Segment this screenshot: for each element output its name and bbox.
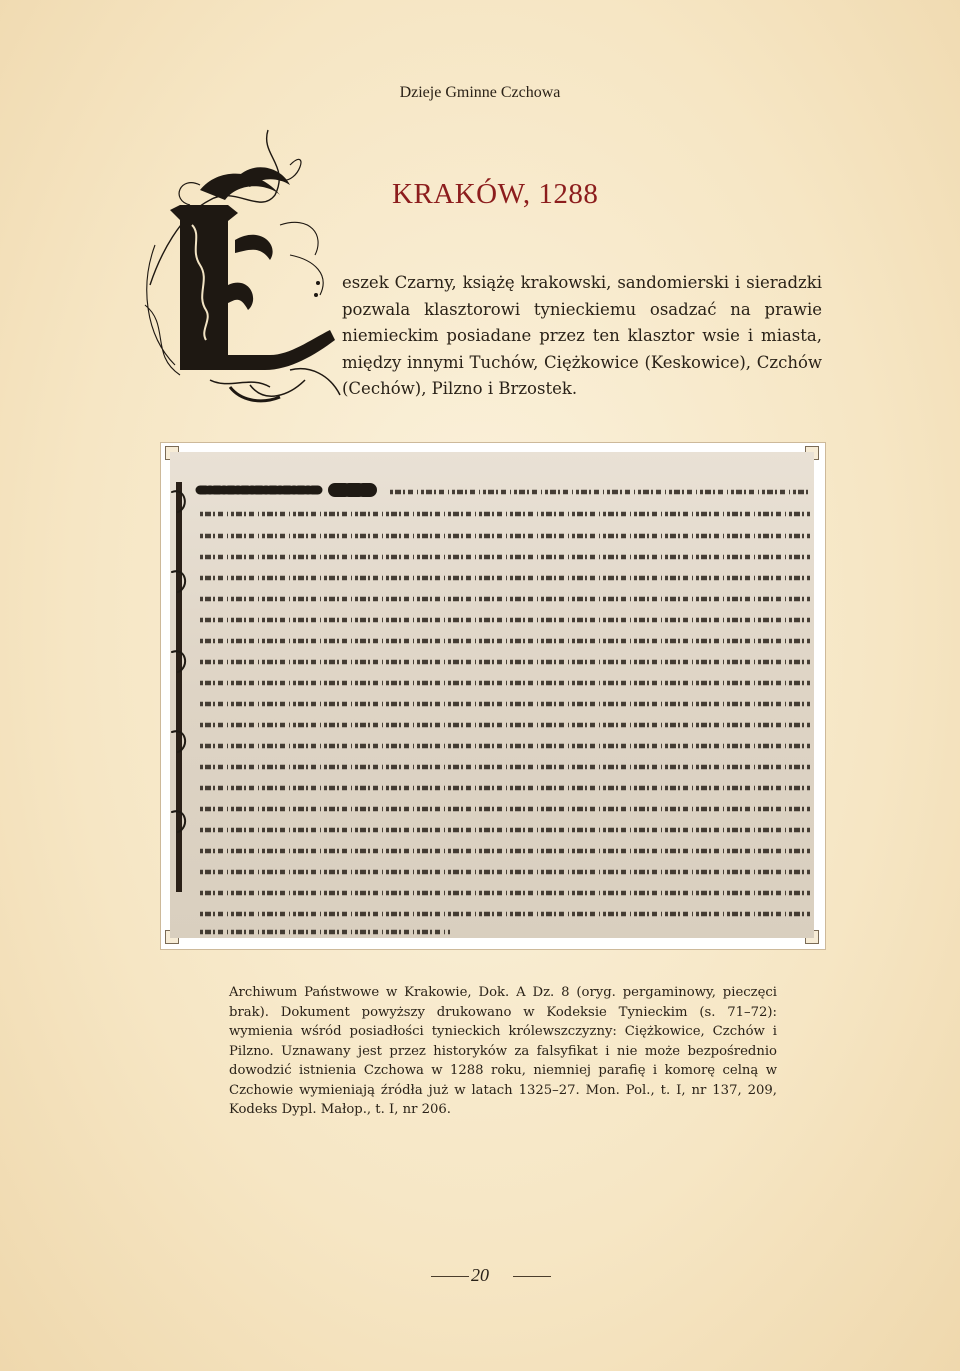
decorated-initial-l — [140, 125, 345, 410]
folio-rule-right — [513, 1276, 551, 1277]
page-title: KRAKÓW, 1288 — [392, 178, 599, 210]
image-caption: Archiwum Państwowe w Krakowie, Dok. A Dz. 8 (oryg. pergaminowy, pieczęci brak). Dokument powyższy drukowano w Kodeksie Tynieckim (s. 71–72): wymienia wśród posiadłości tynieckich królewszczyzny: Ciężkowice, Czchów i Pilzno. Uznawany jest przez historyków za falsyfikat i nie może bezpośrednio dowodzić istnienia Czchowa w 1288 roku, niemniej parafię i komorę celną w Czchowie wymieniają źródła już w latach 1325–27. Mon. Pol., t. I, nr 137, 209, Kodeks Dypl. Małop., t. I, nr 206. — [229, 985, 777, 1117]
manuscript-image — [170, 452, 814, 938]
lead-paragraph: eszek Czarny, książę krakowski, sandomierski i sieradzki pozwala klasztorowi tynieckiemu osadzać na prawie niemieckim posiadane przez ten klasztor wsie i miasta, między innymi Tuchów, Ciężkowice (Keskowice), Czchów (Cechów), Pilzno i Brzostek. — [342, 273, 822, 398]
running-head: Dzieje Gminne Czchowa — [399, 84, 561, 101]
manuscript-script-texture — [170, 452, 814, 938]
page-number: 20 — [471, 1265, 489, 1285]
